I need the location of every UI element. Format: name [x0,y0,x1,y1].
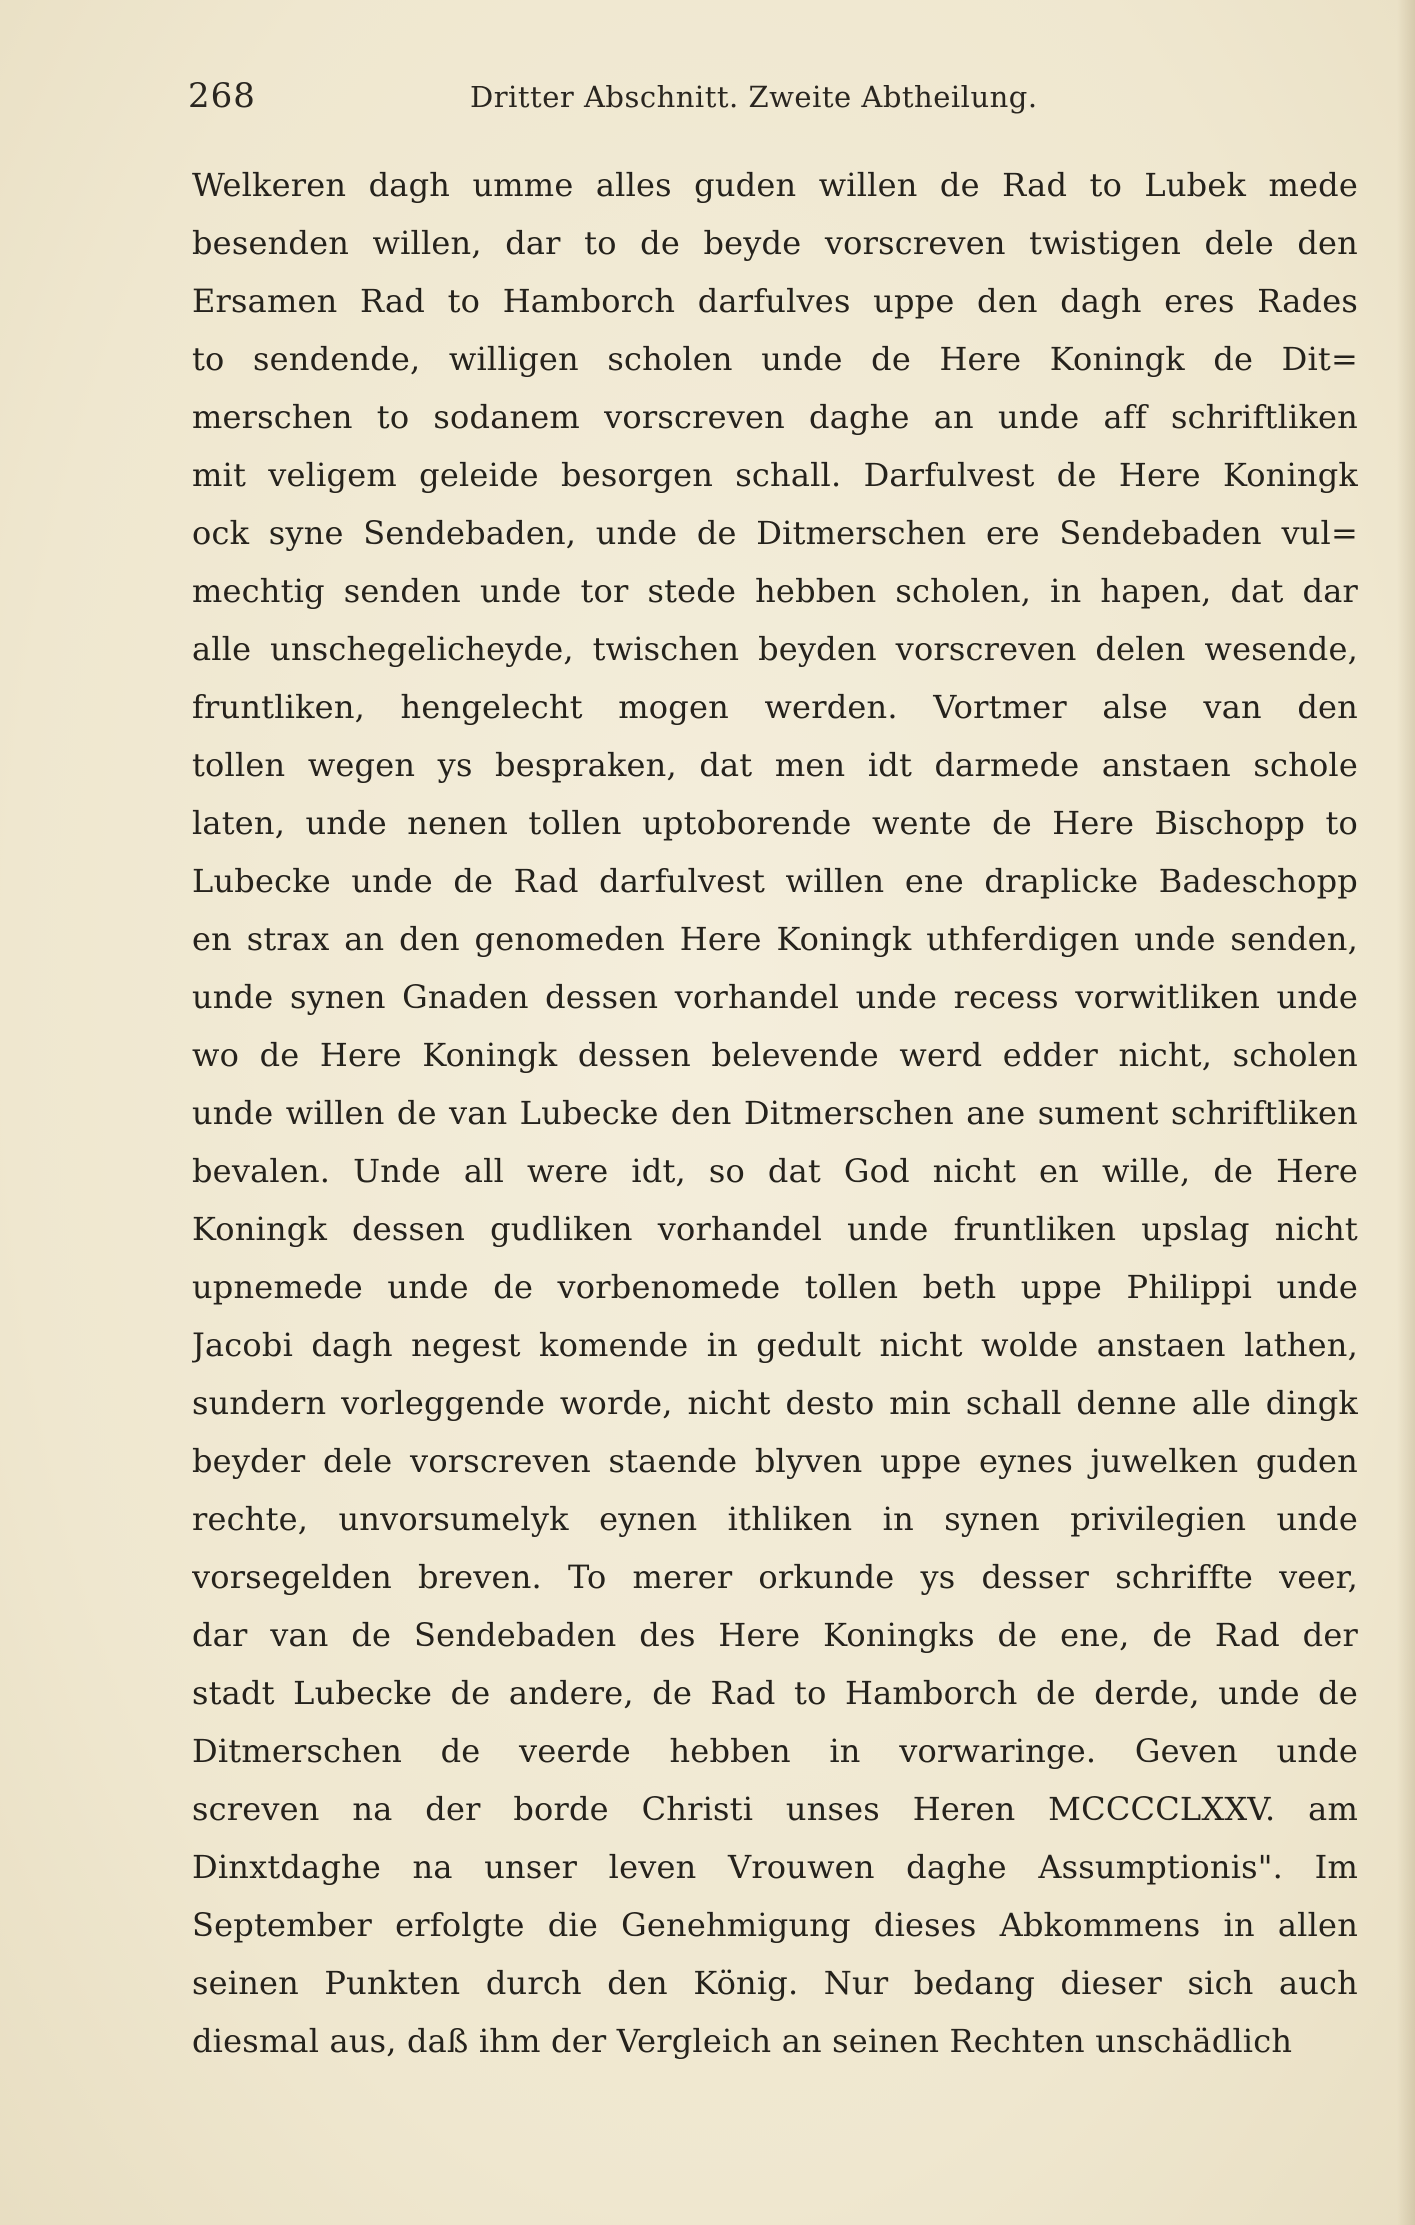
text-line: bevalen. Unde all were idt, so dat God nicht en wille, de Here [192,1152,1358,1190]
text-line: seinen Punkten durch den König. Nur bedang dieser sich auch [192,1964,1358,2002]
text-line: upnemede unde de vorbenomede tollen beth uppe Philippi unde [192,1268,1358,1306]
text-line: Koningk dessen gudliken vorhandel unde fruntliken upslag nicht [192,1210,1358,1248]
text-line: wo de Here Koningk dessen belevende werd edder nicht, scholen [192,1036,1358,1074]
text-line: en strax an den genomeden Here Koningk uthferdigen unde senden, [192,920,1358,958]
text-line: Welkeren dagh umme alles guden willen de Rad to Lubek mede [192,166,1358,204]
text-line: unde willen de van Lubecke den Ditmerschen ane sument schriftliken [192,1094,1358,1132]
text-line: vorsegelden breven. To merer orkunde ys desser schriffte veer, [192,1558,1358,1596]
text-line: mechtig senden unde tor stede hebben scholen, in hapen, dat dar [192,572,1358,610]
text-line: tollen wegen ys bespraken, dat men idt darmede anstaen schole [192,746,1358,784]
text-line: unde synen Gnaden dessen vorhandel unde recess vorwitliken unde [192,978,1358,1016]
text-line: laten, unde nenen tollen uptoborende wente de Here Bischopp to [192,804,1358,842]
text-line: Lubecke unde de Rad darfulvest willen ene draplicke Badeschopp [192,862,1358,900]
text-line: fruntliken, hengelecht mogen werden. Vortmer alse van den [192,688,1358,726]
text-line: rechte, unvorsumelyk eynen ithliken in synen privilegien unde [192,1500,1358,1538]
text-line: diesmal aus, daß ihm der Vergleich an seinen Rechten unschädlich [192,2022,1293,2060]
text-line: September erfolgte die Genehmigung dieses Abkommens in allen [192,1906,1358,1944]
text-line: mit veligem geleide besorgen schall. Darfulvest de Here Koningk [192,456,1358,494]
text-line: besenden willen, dar to de beyde vorscreven twistigen dele den [192,224,1358,262]
page-header [188,72,1088,120]
text-line: stadt Lubecke de andere, de Rad to Hamborch de derde, unde de [192,1674,1358,1712]
text-line: ock syne Sendebaden, unde de Ditmerschen ere Sendebaden vul= [192,514,1358,552]
text-line: Dinxtdaghe na unser leven Vrouwen daghe Assumptionis". Im [192,1848,1358,1886]
text-line: merschen to sodanem vorscreven daghe an unde aff schriftliken [192,398,1358,436]
running-head: Dritter Abschnitt. Zweite Abtheilung. [470,80,1038,114]
text-line: sundern vorleggende worde, nicht desto min schall denne alle dingk [192,1384,1358,1422]
text-line: Ersamen Rad to Hamborch darfulves uppe den dagh eres Rades [192,282,1358,320]
text-line: dar van de Sendebaden des Here Koningks de ene, de Rad der [192,1616,1358,1654]
text-line: Jacobi dagh negest komende in gedult nicht wolde anstaen lathen, [192,1326,1358,1364]
text-line: Ditmerschen de veerde hebben in vorwaringe. Geven unde [192,1732,1358,1770]
text-line: alle unschegelicheyde, twischen beyden vorscreven delen wesende, [192,630,1358,668]
page-number: 268 [188,76,256,116]
text-line: screven na der borde Christi unses Heren MCCCCLXXV. am [192,1790,1358,1828]
body-text [192,156,1358,2070]
text-line: to sendende, willigen scholen unde de Here Koningk de Dit= [192,340,1358,378]
page-edge-shadow [1397,0,1415,2225]
text-line: beyder dele vorscreven staende blyven uppe eynes juwelken guden [192,1442,1358,1480]
